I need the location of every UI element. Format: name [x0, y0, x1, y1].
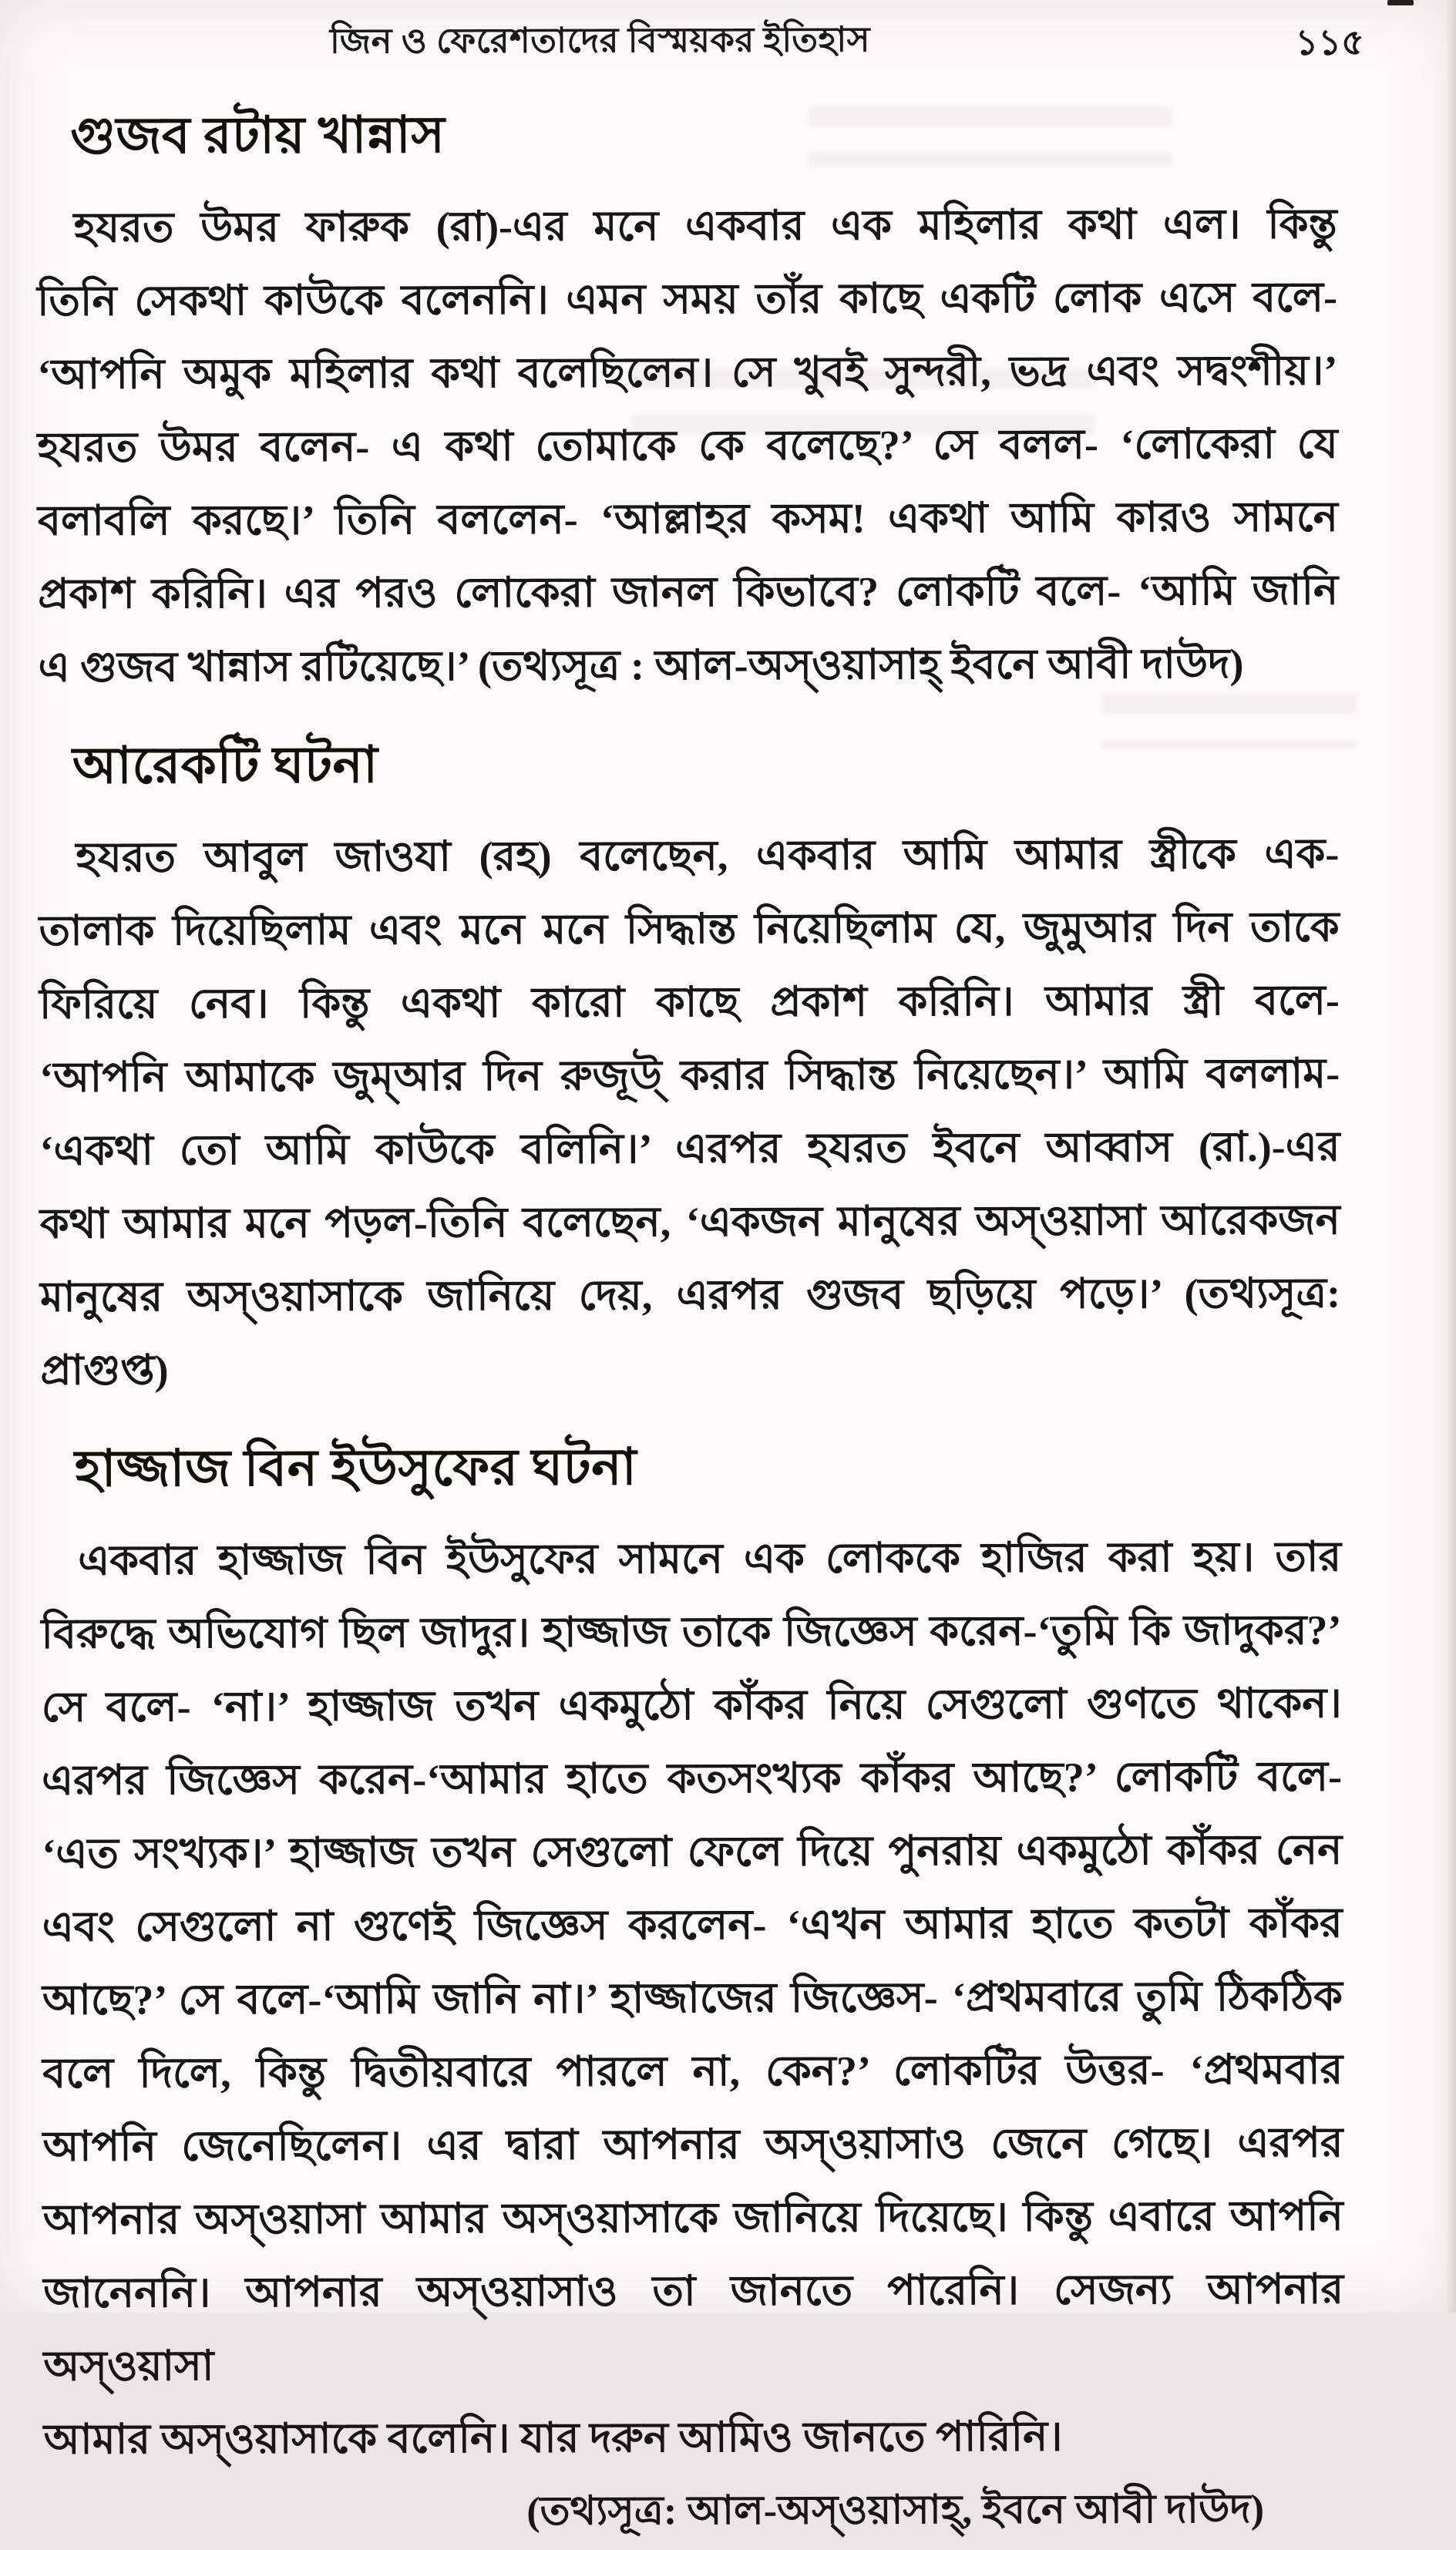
text-line: একবার হাজ্জাজ বিন ইউসুফের সামনে এক লোককে হাজির করা হয়। তার — [78, 1533, 1342, 1584]
text-line: আপনি জেনেছিলেন। এর দ্বারা আপনার অস্ওয়াসাও জেনে গেছে। এরপর — [42, 2119, 1343, 2170]
running-header — [36, 11, 1365, 72]
page-number: ১১৫ — [1295, 22, 1365, 62]
text-line: ফিরিয়ে নেব। কিন্তু একথা কারো কাছে প্রকাশ করিনি। আমার স্ত্রী বলে- — [39, 977, 1340, 1028]
text-line: তিনি সেকথা কাউকে বলেননি। এমন সময় তাঁর কাছে একটি লোক এসে বলে- — [36, 274, 1338, 325]
text-line: এবং সেগুলো না গুণেই জিজ্ঞেস করলেন- ‘এখন আমার হাতে কতটা কাঁকর — [42, 1899, 1343, 1950]
book-title: জিন ও ফেরেশতাদের বিস্ময়কর ইতিহাস — [329, 20, 871, 61]
section-heading: হাজ্জাজ বিন ইউসুফের ঘটনা — [74, 1439, 637, 1498]
paragraph — [41, 1521, 1344, 2477]
section-gujob-rotay-khannas — [36, 102, 1338, 705]
text-line: তালাক দিয়েছিলাম এবং মনে মনে সিদ্ধান্ত নিয়েছিলাম যে, জুমুআর দিন তাকে — [39, 903, 1340, 954]
paragraph — [39, 818, 1340, 1408]
text-line: বলাবলি করছে।’ তিনি বললেন- ‘আল্লাহর কসম! একথা আমি কারও সামনে — [37, 493, 1339, 544]
text-line: প্রকাশ করিনি। এর পরও লোকেরা জানল কিভাবে? লোকটি বলে- ‘আমি জানি — [38, 567, 1339, 617]
section-heading: গুজব রটায় খান্নাস — [70, 107, 446, 165]
text-line: বলে দিলে, কিন্তু দ্বিতীয়বারে পারলে না, কেন?’ লোকটির উত্তর- ‘প্রথমবার — [42, 2046, 1343, 2097]
text-line: কথা আমার মনে পড়ল-তিনি বলেছেন, ‘একজন মানুষের অস্ওয়াসা আরেকজন — [39, 1196, 1340, 1247]
text-line: হযরত আবুল জাওযা (রহ) বলেছেন, একবার আমি আমার স্ত্রীকে এক- — [76, 830, 1340, 881]
text-line: মানুষের অস্ওয়াসাকে জানিয়ে দেয়, এরপর গুজব ছড়িয়ে পড়ে।’ (তথ্যসূত্র: প্রাগুপ্ত) — [39, 1270, 1341, 1394]
text-line: আপনার অস্ওয়াসা আমার অস্ওয়াসাকে জানিয়ে দিয়েছে। কিন্তু এবারে আপনি — [42, 2192, 1343, 2243]
text-line: সে বলে- ‘না।’ হাজ্জাজ তখন একমুঠো কাঁকর নিয়ে সেগুলো গুণতে থাকেন। — [41, 1680, 1342, 1731]
text-line: হযরত উমর ফারুক (রা)-এর মনে একবার এক মহিলার কথা এল। কিন্তু — [73, 200, 1337, 251]
text-line: ‘আপনি অমুক মহিলার কথা বলেছিলেন। সে খুবই সুন্দরী, ভদ্র এবং সদ্বংশীয়।’ — [37, 347, 1338, 398]
text-line: ‘আপনি আমাকে জুম্আর দিন রুজূউ্ করার সিদ্ধান্ত নিয়েছেন।’ আমি বললাম- — [39, 1050, 1340, 1101]
source-citation: (তথ্যসূত্র: আল-অস্ওয়াসাহ্, ইবনে আবী দাউদ) — [526, 2487, 1265, 2534]
paragraph — [37, 188, 1339, 705]
text-line: ‘এত সংখ্যক।’ হাজ্জাজ তখন সেগুলো ফেলে দিয়ে পুনরায় একমুঠো কাঁকর নেন — [42, 1826, 1343, 1877]
text-line: আমার অস্ওয়াসাকে বলেনি। যার দরুন আমিও জানতে পারিনি। — [43, 2413, 1063, 2463]
text-line: হযরত উমর বলেন- এ কথা তোমাকে কে বলেছে?’ সে বলল- ‘লোকেরা যে — [37, 420, 1338, 471]
text-line: জানেননি। আপনার অস্ওয়াসাও তা জানতে পারেনি। সেজন্য আপনার অস্ওয়াসা — [43, 2266, 1344, 2390]
text-line: এ গুজব খান্নাস রটিয়েছে।’ (তথ্যসূত্র : আল-অস্ওয়াসাহ্ ইবনে আবী দাউদ) — [38, 640, 1244, 691]
text-line: আছে?’ সে বলে-‘আমি জানি না।’ হাজ্জাজের জিজ্ঞেস- ‘প্রথমবারে তুমি ঠিকঠিক — [42, 1973, 1343, 2024]
section-arekti-ghotona — [39, 732, 1341, 1408]
section-hajjaj-bin-yusuf — [41, 1435, 1345, 2550]
section-heading: আরেকটি ঘটনা — [72, 737, 378, 795]
text-line: এরপর জিজ্ঞেস করেন-‘আমার হাতে কতসংখ্যক কাঁকর আছে?’ লোকটি বলে- — [41, 1753, 1343, 1804]
text-line: ‘একথা তো আমি কাউকে বলিনি।’ এরপর হযরত ইবনে আব্বাস (রা.)-এর — [39, 1123, 1340, 1174]
text-line: বিরুদ্ধে অভিযোগ ছিল জাদুর। হাজ্জাজ তাকে জিজ্ঞেস করেন-‘তুমি কি জাদুকর?’ — [41, 1606, 1342, 1657]
